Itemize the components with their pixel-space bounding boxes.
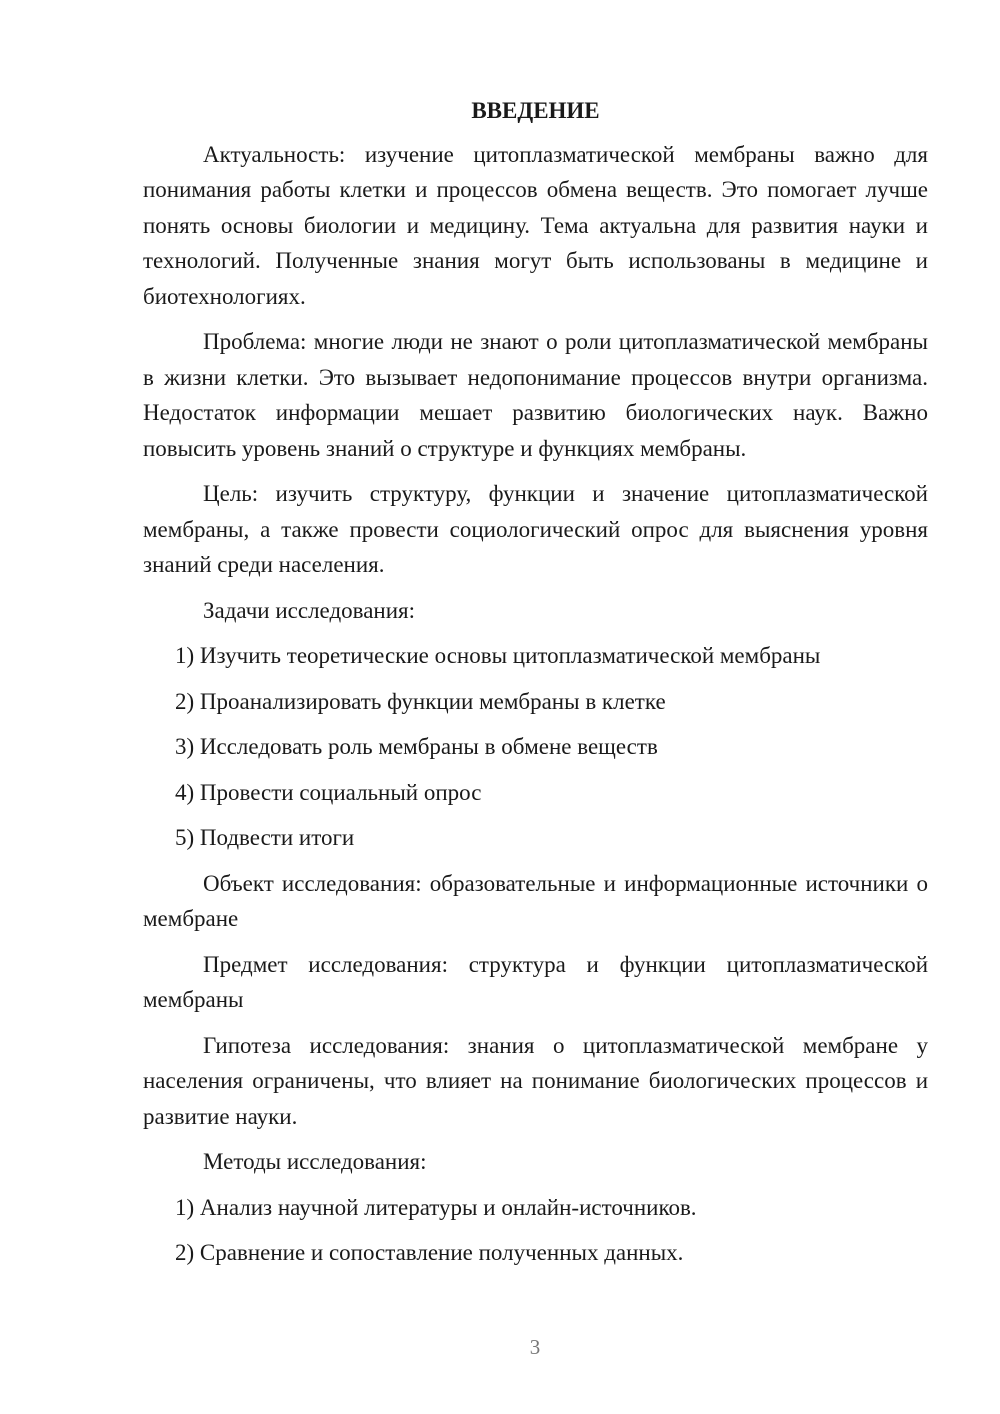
task-item: 5) Подвести итоги — [175, 825, 355, 850]
task-item: 1) Изучить теоретические основы цитоплазматической мембраны — [175, 643, 821, 668]
relevance-paragraph: Актуальность: изучение цитоплазматической мембраны важно для понимания работы клетки и процессов обмена веществ. Это помогает лучше понять основы биологии и медицину. Тема актуальна для развития науки и технологий. Полученные знания могут быть использованы в медицине и биотехнологиях. — [143, 141, 928, 309]
subject-paragraph: Предмет исследования: структура и функции цитоплазматической мембраны — [143, 951, 928, 1012]
tasks-heading: Задачи исследования: — [203, 597, 416, 623]
problem-paragraph: Проблема: многие люди не знают о роли цитоплазматической мембраны в жизни клетки. Это вызывает недопонимание процессов внутри организма. Недостаток информации мешает развитию биологических наук. Важно повысить уровень знаний о структуре и функциях мембраны. — [143, 329, 928, 461]
method-item: 2) Сравнение и сопоставление полученных данных. — [175, 1240, 684, 1265]
object-paragraph: Объект исследования: образовательные и информационные источники о мембране — [143, 870, 928, 931]
task-item: 2) Проанализировать функции мембраны в клетке — [175, 688, 666, 714]
tasks-list — [143, 638, 928, 856]
method-item: 1) Анализ научной литературы и онлайн-источников. — [175, 1194, 697, 1220]
page-number: 3 — [529, 1335, 541, 1359]
goal-paragraph: Цель: изучить структуру, функции и значение цитоплазматической мембраны, а также провести социологический опрос для выяснения уровня знаний среди населения. — [143, 481, 928, 577]
methods-list — [143, 1190, 928, 1271]
task-item: 4) Провести социальный опрос — [175, 779, 482, 805]
methods-heading: Методы исследования: — [203, 1149, 427, 1174]
task-item: 3) Исследовать роль мембраны в обмене веществ — [175, 734, 658, 759]
hypothesis-paragraph: Гипотеза исследования: знания о цитоплазматической мембране у населения ограничены, что влияет на понимание биологических процессов и развитие науки. — [143, 1032, 928, 1129]
page-content — [143, 93, 928, 1281]
section-title: ВВЕДЕНИЕ — [471, 98, 600, 123]
